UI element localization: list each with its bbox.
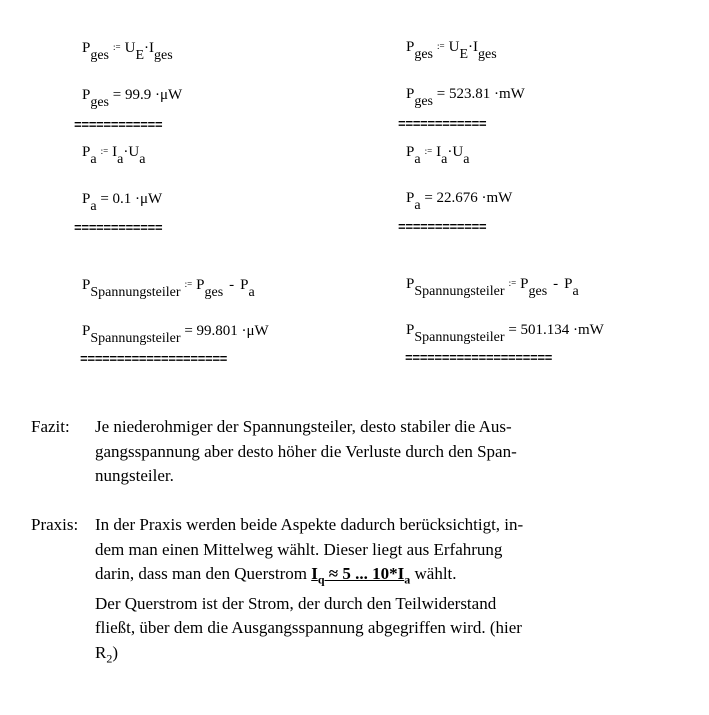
praxis-line: Der Querstrom ist der Strom, der durch den Teilwiderstand bbox=[95, 593, 497, 613]
right-res-pa: $P_a = 22.676 \cdot mW$ bbox=[406, 190, 513, 213]
right-rule-3: ==================== bbox=[405, 351, 553, 366]
praxis-line: darin, dass man den Querstrom $I_q \approx 5$ ... $10*I_a$ wählt. bbox=[95, 564, 457, 587]
fazit-line: gangsspannung aber desto höher die Verluste durch den Span- bbox=[95, 441, 517, 461]
praxis-line: fließt, über dem die Ausgangsspannung abgegriffen wird. (hier bbox=[95, 618, 522, 638]
left-rule-1: ============ bbox=[74, 118, 163, 133]
right-res-pges: $P_{ges} = 523.81 \cdot mW$ bbox=[406, 86, 525, 109]
right-res-pspan: $P_{Spannungsteiler} = 501.134 \cdot mW$ bbox=[406, 322, 604, 345]
left-eq-pa-def: $P_a:= I_a\cdot U_a$ bbox=[82, 144, 146, 167]
right-eq-pa-def: $P_a:= I_a\cdot U_a$ bbox=[406, 144, 470, 167]
fazit-paragraph bbox=[31, 415, 681, 489]
left-res-pspan: $P_{Spannungsteiler} = 99.801 \cdot\mu W$ bbox=[82, 323, 269, 346]
praxis-paragraph bbox=[31, 513, 681, 671]
praxis-line: In der Praxis werden beide Aspekte dadurch berücksichtigt, in- bbox=[95, 515, 524, 534]
right-rule-1: ============ bbox=[398, 117, 487, 132]
praxis-line: $R_2$) bbox=[95, 642, 119, 666]
praxis-label: Praxis: bbox=[31, 515, 79, 534]
right-eq-pges-def: $P_{ges}:= U_E\cdot I_{ges}$ bbox=[406, 39, 497, 62]
right-rule-2: ============ bbox=[398, 220, 487, 235]
left-rule-3: ==================== bbox=[80, 352, 228, 367]
praxis-line: dem man einen Mittelweg wählt. Dieser liegt aus Erfahrung bbox=[95, 539, 503, 559]
fazit-line: nungsteiler. bbox=[95, 466, 174, 485]
left-res-pa: $P_a = 0.1 \cdot\mu W$ bbox=[82, 191, 163, 214]
left-rule-2: ============ bbox=[74, 221, 163, 236]
right-eq-pspan-def: $P_{Spannungsteiler}:= P_{ges} - P_a$ bbox=[406, 276, 579, 299]
querstrom-formula: $I_q \approx 5$ ... $10*I_a$ bbox=[311, 564, 411, 587]
left-eq-pspan-def: $P_{Spannungsteiler}:= P_{ges} - P_a$ bbox=[82, 277, 255, 300]
left-eq-pges-def: $P_{ges}:= U_E\cdot I_{ges}$ bbox=[82, 40, 173, 63]
fazit-line: Je niederohmiger der Spannungsteiler, desto stabiler die Aus- bbox=[95, 417, 512, 436]
left-res-pges: $P_{ges} = 99.9 \cdot\mu W$ bbox=[82, 87, 183, 110]
fazit-label: Fazit: bbox=[31, 417, 70, 436]
